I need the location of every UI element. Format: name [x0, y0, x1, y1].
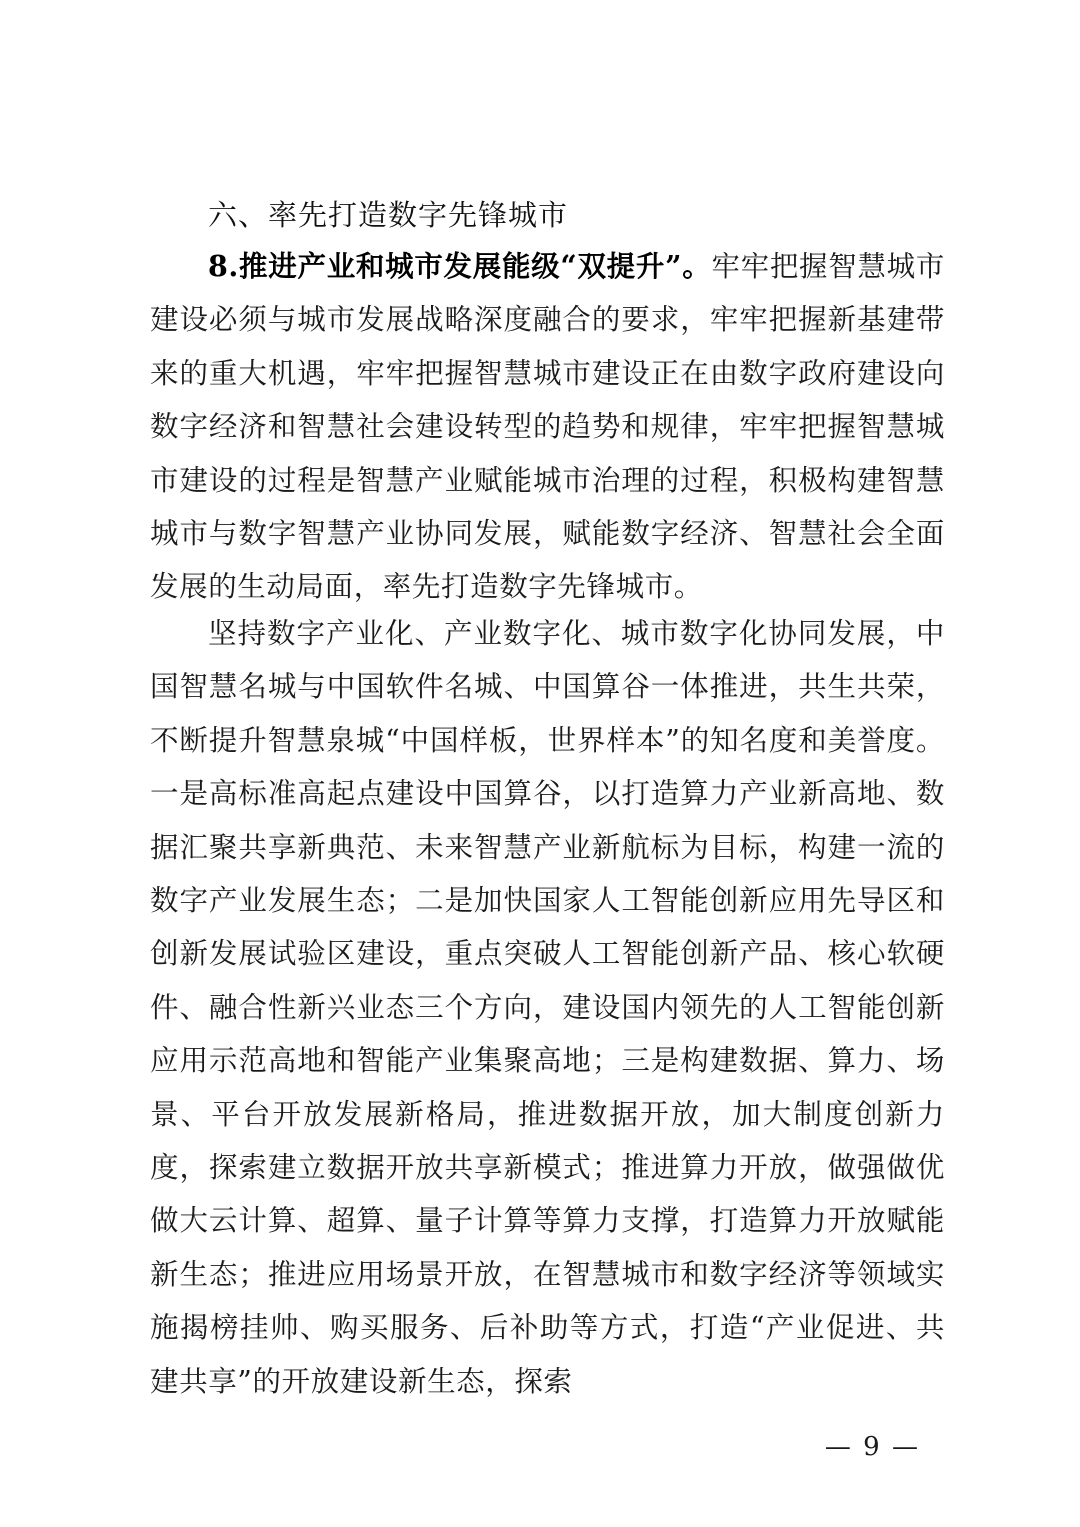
paragraph-1 [150, 240, 945, 614]
paragraph-1-text: 牢牢把握智慧城市建设必须与城市发展战略深度融合的要求，牢牢把握新基建带来的重大机遇，牢牢把握智慧城市建设正在由数字政府建设向数字经济和智慧社会建设转型的趋势和规律，牢牢把握智慧城市建设的过程是智慧产业赋能城市治理的过程，积极构建智慧城市与数字智慧产业协同发展，赋能数字经济、智慧社会全面发展的生动局面，率先打造数字先锋城市。 [150, 250, 945, 604]
paragraph-2-text: 坚持数字产业化、产业数字化、城市数字化协同发展，中国智慧名城与中国软件名城、中国算谷一体推进，共生共荣，不断提升智慧泉城“中国样板，世界样本”的知名度和美誉度。一是高标准高起点建设中国算谷，以打造算力产业新高地、数据汇聚共享新典范、未来智慧产业新航标为目标，构建一流的数字产业发展生态；二是加快国家人工智能创新应用先导区和创新发展试验区建设，重点突破人工智能创新产品、核心软硬件、融合性新兴业态三个方向，建设国内领先的人工智能创新应用示范高地和智能产业集聚高地；三是构建数据、算力、场景、平台开放发展新格局，推进数据开放，加大制度创新力度，探索建立数据开放共享新模式；推进算力开放，做强做优做大云计算、超算、量子计算等算力支撑，打造算力开放赋能新生态；推进应用场景开放，在智慧城市和数字经济等领域实施揭榜挂帅、购买服务、后补助等方式，打造“产业促进、共建共享”的开放建设新生态，探索 [150, 617, 945, 1398]
page-number: — 9 — [824, 1432, 920, 1462]
section-heading: 六、率先打造数字先锋城市 [208, 198, 569, 232]
paragraph-2 [150, 607, 945, 1408]
paragraph-1-lead: 8.推进产业和城市发展能级“双提升”。 [208, 249, 712, 283]
